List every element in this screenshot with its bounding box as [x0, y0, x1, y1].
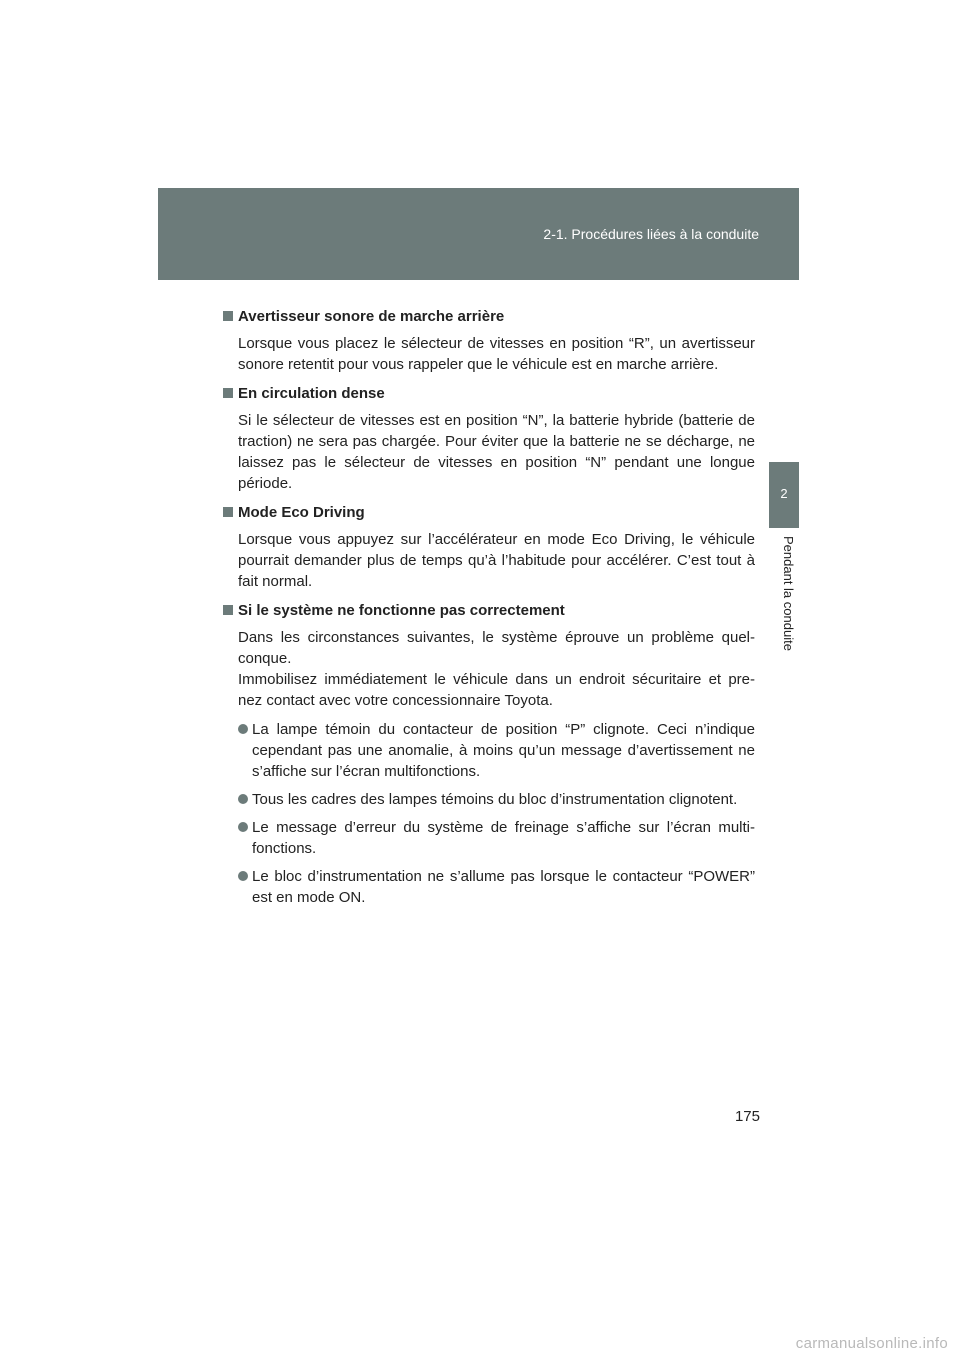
- square-bullet-icon: [223, 507, 233, 517]
- section-paragraph: Lorsque vous appuyez sur l’accélérateur en mode Eco Driving, le véhicule pourrait demander plus de temps qu’à l’habitude pour accélérer. C’est tout à fait normal.: [238, 531, 755, 590]
- chapter-number: 2: [780, 486, 788, 501]
- section-heading: [222, 600, 755, 621]
- list-item: [238, 817, 755, 859]
- section-paragraph: Lorsque vous placez le sélecteur de vitesses en position “R”, un avertisseur sonore retentit pour vous rappeler que le véhicule est en marche arrière.: [238, 335, 755, 373]
- bullet-list: [238, 719, 755, 908]
- section-heading: [222, 383, 755, 404]
- section-dense-traffic: [222, 383, 755, 494]
- section-paragraph: Immobilisez immédiatement le véhicule dans un endroit sécuritaire et pre- nez contact avec votre concessionnaire Toyota.: [238, 671, 755, 709]
- page-content: [222, 306, 755, 916]
- section-paragraph: Dans les circonstances suivantes, le système éprouve un problème quel- conque.: [238, 629, 755, 667]
- list-item-text: Le bloc d’instrumentation ne s’allume pas lorsque le contacteur “POWER” est en mode ON.: [252, 868, 755, 906]
- section-malfunction: [222, 600, 755, 908]
- section-paragraph: Si le sélecteur de vitesses est en position “N”, la batterie hybride (batterie de traction) ne sera pas chargée. Pour éviter que la batterie ne se décharge, ne laissez pas le sélecteur de vitesses en position “N” pendant une longue période.: [238, 412, 755, 492]
- square-bullet-icon: [223, 605, 233, 615]
- section-heading-text: Mode Eco Driving: [238, 504, 365, 521]
- list-item-text: Le message d’erreur du système de freinage s’affiche sur l’écran multi- fonctions.: [252, 819, 755, 857]
- chapter-side-tab: [769, 462, 799, 528]
- list-item-text: Tous les cadres des lampes témoins du bloc d’instrumentation clignotent.: [252, 791, 738, 808]
- page-number: 175: [734, 1108, 760, 1125]
- section-heading-text: Avertisseur sonore de marche arrière: [238, 308, 505, 325]
- square-bullet-icon: [223, 388, 233, 398]
- section-title: 2-1. Procédures liées à la conduite: [543, 226, 759, 242]
- chapter-side-label: Pendant la conduite: [781, 536, 796, 651]
- section-eco-driving: [222, 502, 755, 592]
- section-reverse-buzzer: [222, 306, 755, 375]
- list-item: [238, 719, 755, 782]
- section-heading: [222, 306, 755, 327]
- round-bullet-icon: [238, 794, 248, 804]
- section-heading: [222, 502, 755, 523]
- section-heading-text: En circulation dense: [238, 385, 385, 402]
- list-item: [238, 789, 755, 810]
- section-heading-text: Si le système ne fonctionne pas correctement: [238, 602, 565, 619]
- round-bullet-icon: [238, 822, 248, 832]
- round-bullet-icon: [238, 724, 248, 734]
- list-item: [238, 866, 755, 908]
- watermark: carmanualsonline.info: [795, 1335, 948, 1352]
- round-bullet-icon: [238, 871, 248, 881]
- list-item-text: La lampe témoin du contacteur de position “P” clignote. Ceci n’indique cependant pas une anomalie, à moins qu’un message d’avertissement ne s’affiche sur l’écran multifonctions.: [252, 721, 755, 780]
- chapter-header-band: [158, 188, 799, 280]
- square-bullet-icon: [223, 311, 233, 321]
